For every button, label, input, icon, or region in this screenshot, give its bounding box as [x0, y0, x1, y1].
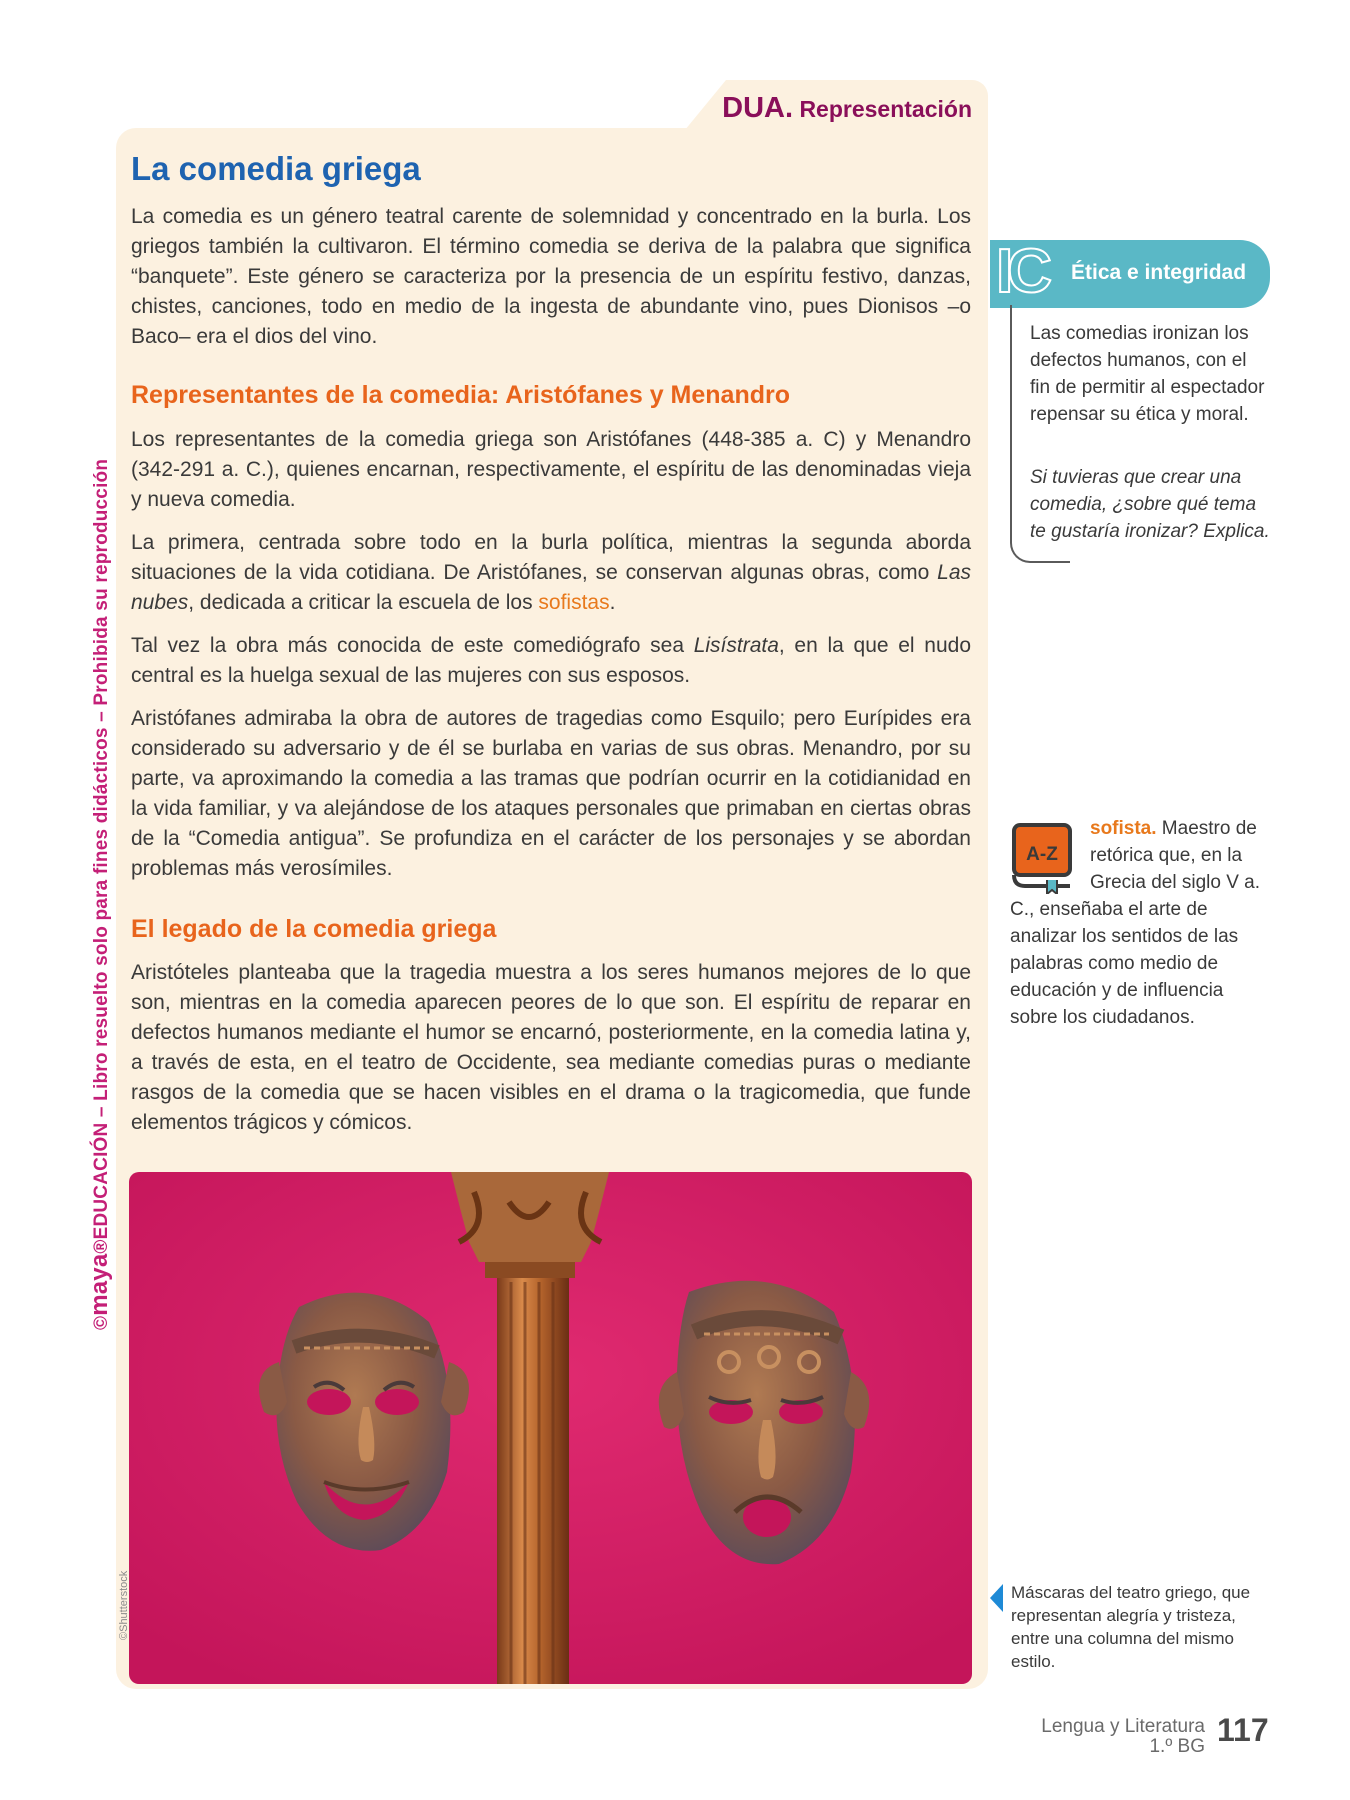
page-number: 117 [1217, 1712, 1269, 1748]
footer-label [1041, 1717, 1205, 1757]
photo-credit: ©Shutterstock [118, 1570, 130, 1640]
text-span: . [609, 591, 616, 614]
glossary-term: sofista. [1090, 818, 1157, 839]
paragraph-representantes: Los representantes de la comedia griega son Aristófanes (448-385 a. C) y Menandro (342-291 a. C.), quienes encarnan, respectivamente, el espíritu de las denominadas vieja y nueva comedia. [131, 428, 971, 511]
registered-symbol: ® [91, 1239, 112, 1254]
glossary-definition: Maestro de retórica que, en la Grecia del siglo V a. C., enseñaba el arte de analizar los sentidos de las palabras como medio de educación y de influencia sobre los ciudadanos. [1010, 818, 1261, 1028]
copyright-text: EDUCACIÓN – Libro resuelto solo para fines didácticos – Prohibida su reproducción [91, 458, 112, 1240]
paragraph-legado: Aristóteles planteaba que la tragedia muestra a los seres humanos mejores de lo que son, mientras en la comedia aparecen peores de lo que son. El espíritu de reparar en defectos humanos mediante el humor se encarnó, posteriormente, en la comedia latina y, a través de esta, en el teatro de Occidente, sea mediante comedias puras o mediante rasgos de la comedia que se hacen visibles en el drama o la tragicomedia, que funde elementos trágicos y cómicos. [131, 961, 971, 1134]
dua-header [722, 92, 972, 125]
text-span: La primera, centrada sobre todo en la burla política, mientras la segunda aborda situaciones de la vida cotidiana. De Aristófanes, se conservan algunas obras, como [131, 531, 971, 584]
subtitle-legado: El legado de la comedia griega [131, 915, 497, 943]
glossary-icon-space [1010, 815, 1090, 895]
ethics-body: Las comedias ironizan los defectos humanos, con el fin de permitir al espectador repensar su ética y moral. [1030, 323, 1265, 425]
copyright-vertical [86, 459, 114, 1330]
copyright-symbol: © [91, 1315, 112, 1330]
text-span: , dedicada a criticar la escuela de los [188, 591, 539, 614]
work-title-las-nubes: Las nubes [131, 561, 971, 614]
masks-photo [129, 1172, 972, 1684]
caption-pointer-icon [990, 1584, 1003, 1612]
paragraph-lisistrata [131, 631, 971, 691]
masks-illustration [129, 1172, 972, 1684]
text-span: Tal vez la obra más conocida de este comediógrafo sea [131, 634, 694, 657]
page-title: La comedia griega [131, 150, 421, 187]
dua-tag: DUA. [722, 92, 794, 124]
brand-logo: maya [86, 1253, 113, 1316]
footer-subject: Lengua y Literatura [1041, 1716, 1205, 1737]
glossary-link-sofistas[interactable]: sofistas [538, 591, 610, 614]
footer-grade: 1.º BG [1149, 1736, 1205, 1757]
glossary-entry [1010, 815, 1272, 1031]
ethics-ic-icon: IC [996, 237, 1046, 306]
photo-caption: Máscaras del teatro griego, que representan alegría y tristeza, entre una columna del mismo estilo. [1011, 1583, 1251, 1671]
paragraph-aristofanes-menandro: Aristófanes admiraba la obra de autores de tragedias como Esquilo; pero Eurípides era considerado su adversario y de él se burlaba en varias de sus obras. Menandro, por su parte, va aproximando la comedia a las tramas que podrían ocurrir en la cotidianidad en la vida familiar, y va alejándose de los ataques personales que primaban en ciertas obras de la “Comedia antigua”. Se profundiza en el carácter de los personajes y se abordan problemas más verosímiles. [131, 707, 971, 880]
paragraph-primera [131, 528, 971, 618]
work-title-lisistrata: Lisístrata [693, 634, 779, 657]
text-span: , en la que el nudo central es la huelga sexual de las mujeres con sus esposos. [131, 634, 971, 687]
dictionary-az-text: A-Z [1026, 844, 1058, 865]
intro-paragraph: La comedia es un género teatral carente de solemnidad y concentrado en la burla. Los griegos también la cultivaron. El término comedia se deriva de la palabra que significa “banquete”. Este género se caracteriza por la presencia de un espíritu festivo, danzas, chistes, canciones, todo en medio de la ingesta de abundante vino, pues Dionisos –o Baco– era el dios del vino. [131, 205, 971, 348]
ethics-question: Si tuvieras que crear una comedia, ¿sobre qué tema te gustaría ironizar? Explica. [1030, 467, 1270, 542]
ethics-title: Ética e integridad [1071, 261, 1247, 284]
subtitle-representantes: Representantes de la comedia: Aristófanes y Menandro [131, 381, 790, 409]
dua-label: Representación [799, 96, 972, 122]
